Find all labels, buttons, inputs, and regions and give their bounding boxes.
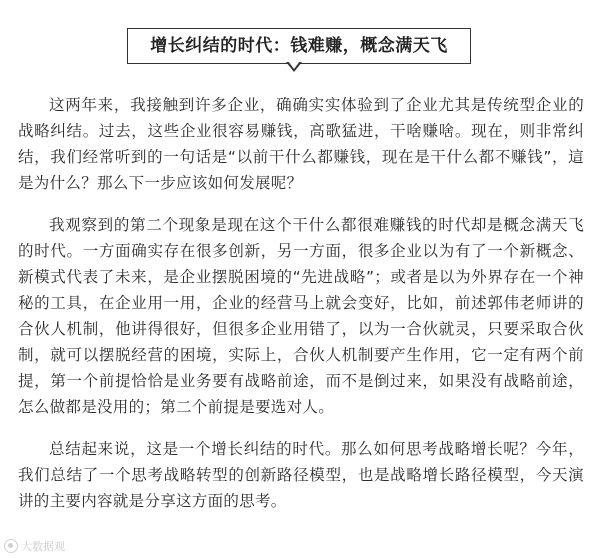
watermark-logo-icon <box>4 539 18 553</box>
watermark <box>4 538 65 554</box>
watermark-text: 大数据观 <box>21 540 65 553</box>
paragraph-2: 我观察到的第二个现象是现在这个干什么都很难赚钱的时代却是概念满天飞的时代。一方面确实存在很多创新，另一方面，很多企业以为有了一个新概念、新模式代表了未来，是企业摆脱困境的“先进战略”；或者是以为外界存在一个神秘的工具，在企业用一用，企业的经营马上就会变好，比如，前述郭伟老师讲的合伙人机制，他讲得很好，但很多企业用错了，以为一合伙就灵，只要采取合伙制，就可以摆脱经营的困境，实际上，合伙人机制要产生作用，它一定有两个前提，第一个前提恰恰是业务要有战略前途，而不是倒过来，如果没有战略前途，怎么做都是没用的；第二个前提是要选对人。 <box>18 216 584 416</box>
paragraph-3: 总结起来说，这是一个增长纠结的时代。那么如何思考战略增长呢？今年，我们总结了一个思考战略转型的创新路径模型，也是战略增长路径模型，今天演讲的主要内容就是分享这方面的思考。 <box>18 440 584 510</box>
article-body <box>18 92 584 530</box>
page-title: 增长纠结的时代：钱难赚，概念满天飞 <box>150 36 448 56</box>
title-box <box>127 28 471 64</box>
paragraph-1: 这两年来，我接触到许多企业，确确实实体验到了企业尤其是传统型企业的战略纠结。过去，这些企业很容易赚钱，高歌猛进，干啥赚啥。现在，则非常纠结，我们经常听到的一句话是“以前干什么都赚钱，现在是干什么都不赚钱”，這是为什么？那么下一步应该如何发展呢？ <box>18 96 584 192</box>
title-pointer-inner-shape <box>288 61 300 69</box>
